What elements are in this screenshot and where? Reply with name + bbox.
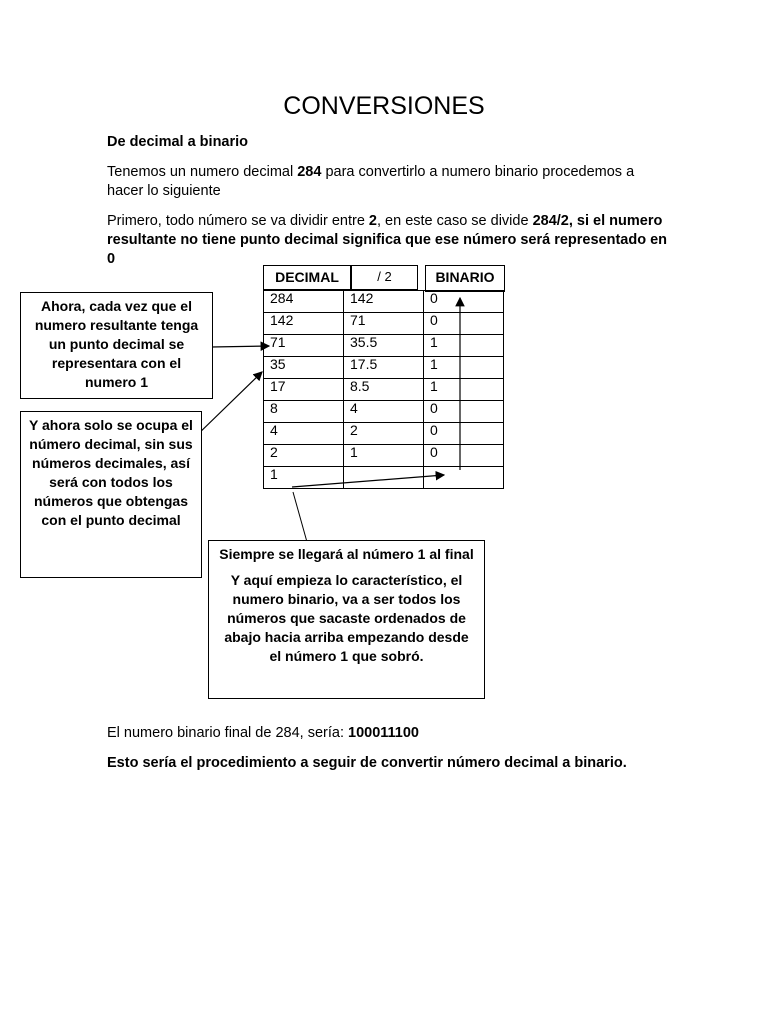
header-binary: BINARIO <box>425 265 505 292</box>
callout-final-one: Siempre se llegará al número 1 al final <box>219 546 474 562</box>
cell-decimal: 4 <box>264 423 344 445</box>
cell-half: 17.5 <box>344 357 424 379</box>
section-heading: De decimal a binario <box>107 134 249 150</box>
cell-half: 35.5 <box>344 335 424 357</box>
arrow-to-binary-start <box>292 475 444 487</box>
intro-paragraph: Tenemos un numero decimal 284 para convertirlo a numero binario procedemos a hacer lo siguiente <box>107 164 635 199</box>
cell-decimal: 35 <box>264 357 344 379</box>
cell-binary: 0 <box>424 291 504 313</box>
cell-binary: 0 <box>424 401 504 423</box>
cell-half: 1 <box>344 445 424 467</box>
header-decimal: DECIMAL <box>263 265 351 290</box>
cell-half: 71 <box>344 313 424 335</box>
cell-decimal: 1 <box>264 467 344 489</box>
arrow-to-71 <box>211 346 269 347</box>
conclusion: Esto sería el procedimiento a seguir de convertir número decimal a binario. <box>107 755 627 771</box>
result-line: El numero binario final de 284, sería: 100011100 <box>107 725 419 741</box>
callout-pointer <box>293 492 307 542</box>
cell-binary: 0 <box>424 423 504 445</box>
cell-binary: 0 <box>424 445 504 467</box>
cell-half: 8.5 <box>344 379 424 401</box>
cell-decimal: 8 <box>264 401 344 423</box>
cell-half: 142 <box>344 291 424 313</box>
cell-half: 4 <box>344 401 424 423</box>
cell-binary: 1 <box>424 379 504 401</box>
callout-binary-read <box>208 540 485 699</box>
cell-decimal: 284 <box>264 291 344 313</box>
cell-decimal: 17 <box>264 379 344 401</box>
callout-decimal-point: Ahora, cada vez que el numero resultante tenga un punto decimal se representara con el numero 1 <box>20 292 213 399</box>
callout-integer-only: Y ahora solo se ocupa el número decimal, sin sus números decimales, así será con todos los números que obtengas con el punto decimal <box>20 411 202 578</box>
callout-read-order: Y aquí empieza lo característico, el numero binario, va a ser todos los números que sacaste ordenados de abajo hacia arriba empezando desde el número 1 que sobró. <box>224 572 469 664</box>
cell-binary: 1 <box>424 357 504 379</box>
binary-result: 100011100 <box>348 725 419 741</box>
header-divide: / 2 <box>351 265 418 290</box>
cell-decimal: 71 <box>264 335 344 357</box>
step-paragraph: Primero, todo número se va dividir entre 2, en este caso se divide 284/2, si el numero resultante no tiene punto decimal significa que ese número será representado en 0 <box>107 213 668 267</box>
cell-binary: 1 <box>424 335 504 357</box>
cell-binary: 0 <box>424 313 504 335</box>
page-title: CONVERSIONES <box>283 92 485 120</box>
cell-decimal: 142 <box>264 313 344 335</box>
cell-decimal: 2 <box>264 445 344 467</box>
cell-half: 2 <box>344 423 424 445</box>
